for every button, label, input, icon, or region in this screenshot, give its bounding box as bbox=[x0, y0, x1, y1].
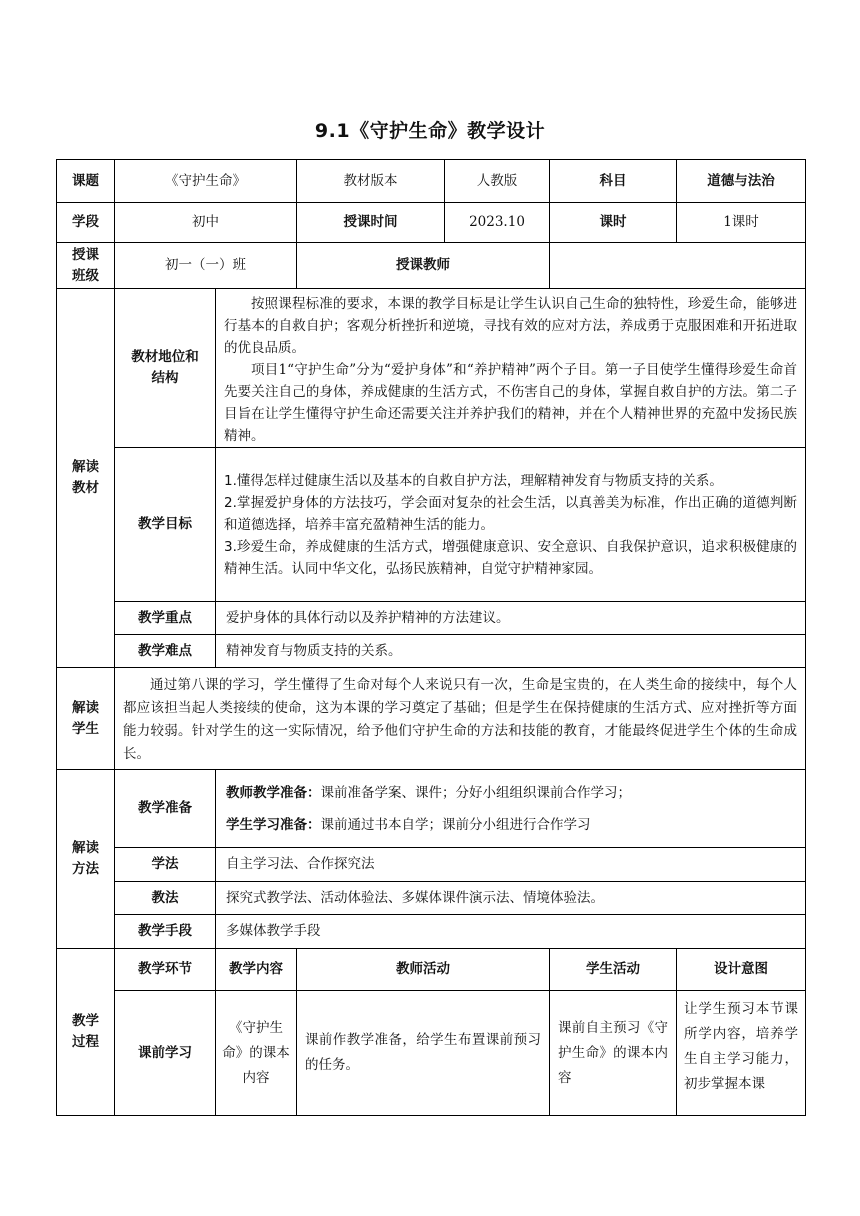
position-paragraph-1: 按照课程标准的要求，本课的教学目标是让学生认识自己生命的独特性，珍爱生命，能够进行基本的自救自护；客观分析挫折和逆境，寻找有效的应对方法，养成勇于克服困难和开拓进取的优良品质。 bbox=[224, 296, 797, 356]
key-value: 爱护身体的具体行动以及养护精神的方法建议。 bbox=[215, 601, 806, 635]
subject-label: 科目 bbox=[549, 159, 677, 203]
goal-3: 3.珍爱生命，养成健康的生活方式，增强健康意识、安全意识、自我保护意识，追求积极健康的精神生活。认同中华文化，弘扬民族精神，自觉守护精神家园。 bbox=[224, 539, 797, 577]
process-header-intent: 设计意图 bbox=[676, 948, 806, 991]
process-header-teacher: 教师活动 bbox=[296, 948, 550, 991]
section-process-line-1: 教学 bbox=[72, 1013, 99, 1029]
goals-text bbox=[215, 447, 806, 602]
position-text bbox=[215, 288, 806, 448]
class-label-line-2: 班级 bbox=[72, 267, 99, 284]
section-students-line-1: 解读 bbox=[72, 699, 99, 716]
key-label: 教学重点 bbox=[114, 601, 216, 635]
teacher-prep-value: 课前准备学案、课件；分好小组组织课前合作学习； bbox=[320, 784, 631, 801]
teacher-label: 授课教师 bbox=[296, 242, 550, 289]
hours-value: 1课时 bbox=[676, 202, 806, 243]
goal-2: 2.掌握爱护身体的方法技巧，学会面对复杂的社会生活，以真善美为标准，作出正确的道德判断和道德选择，培养丰富充盈精神生活的能力。 bbox=[224, 495, 797, 533]
subject-value: 道德与法治 bbox=[676, 159, 806, 203]
section-textbook-label bbox=[56, 288, 115, 668]
goals-label: 教学目标 bbox=[114, 447, 216, 602]
section-methods-label bbox=[56, 769, 115, 949]
teach-value: 探究式教学法、活动体验法、多媒体课件演示法、情境体验法。 bbox=[215, 881, 806, 915]
process-header-content: 教学内容 bbox=[215, 948, 297, 991]
class-label bbox=[56, 242, 115, 289]
section-methods-line-2: 方法 bbox=[72, 861, 99, 877]
prep-text bbox=[215, 769, 806, 848]
section-students-line-2: 学生 bbox=[72, 720, 99, 737]
class-value: 初一（一）班 bbox=[114, 242, 297, 289]
process-content: 《守护生命》的课本内容 bbox=[215, 990, 297, 1116]
goal-1: 1.懂得怎样过健康生活以及基本的自救自护方法，理解精神发育与物质支持的关系。 bbox=[224, 473, 723, 489]
student-prep-label: 学生学习准备： bbox=[226, 816, 321, 833]
process-header-student: 学生活动 bbox=[549, 948, 677, 991]
process-header-stage: 教学环节 bbox=[114, 948, 216, 991]
section-textbook-line-1: 解读 bbox=[72, 459, 99, 475]
students-paragraph: 通过第八课的学习，学生懂得了生命对每个人来说只有一次，生命是宝贵的，在人类生命的接续中，每个人都应该担当起人类接续的使命，这为本课的学习奠定了基础；但是学生在保持健康的生活方式、应对挫折等方面能力较弱。针对学生的这一实际情况，给予他们守护生命的方法和技能的教育，才能最终促进学生个体的生命成长。 bbox=[123, 677, 797, 762]
position-label bbox=[114, 288, 216, 448]
student-prep-line bbox=[226, 809, 591, 841]
process-student: 课前自主预习《守护生命》的课本内容 bbox=[549, 990, 677, 1116]
time-label: 授课时间 bbox=[296, 202, 445, 243]
position-label-line-2: 结构 bbox=[151, 370, 179, 386]
topic-value: 《守护生命》 bbox=[114, 159, 297, 203]
section-process-label bbox=[56, 948, 115, 1116]
edition-value: 人教版 bbox=[444, 159, 550, 203]
hours-label: 课时 bbox=[549, 202, 677, 243]
prep-label: 教学准备 bbox=[114, 769, 216, 848]
process-stage: 课前学习 bbox=[114, 990, 216, 1116]
section-textbook-line-2: 教材 bbox=[72, 480, 99, 496]
students-text bbox=[114, 667, 806, 770]
stage-label: 学段 bbox=[56, 202, 115, 243]
means-value: 多媒体教学手段 bbox=[215, 914, 806, 949]
learn-label: 学法 bbox=[114, 847, 216, 882]
edition-label: 教材版本 bbox=[296, 159, 445, 203]
section-methods-line-1: 解读 bbox=[72, 840, 99, 856]
section-process-line-2: 过程 bbox=[72, 1034, 99, 1050]
teacher-value bbox=[549, 242, 806, 289]
teach-label: 教法 bbox=[114, 881, 216, 915]
topic-label: 课题 bbox=[56, 159, 115, 203]
process-intent: 让学生预习本节课所学内容，培养学生自主学习能力，初步掌握本课 bbox=[676, 990, 806, 1116]
learn-value: 自主学习法、合作探究法 bbox=[215, 847, 806, 882]
section-students-label bbox=[56, 667, 115, 770]
difficult-value: 精神发育与物质支持的关系。 bbox=[215, 634, 806, 668]
stage-value: 初中 bbox=[114, 202, 297, 243]
process-teacher: 课前作教学准备，给学生布置课前预习的任务。 bbox=[296, 990, 550, 1116]
teacher-prep-line bbox=[226, 777, 631, 809]
teacher-prep-label: 教师教学准备： bbox=[226, 784, 321, 801]
student-prep-value: 课前通过书本自学；课前分小组进行合作学习 bbox=[320, 816, 591, 833]
class-label-line-1: 授课 bbox=[72, 246, 99, 263]
position-label-line-1: 教材地位和 bbox=[131, 349, 199, 365]
position-paragraph-2: 项目1“守护生命”分为“爱护身体”和“养护精神”两个子目。第一子目使学生懂得珍爱生命首先要关注自己的身体，养成健康的生活方式，不伤害自己的身体，掌握自救自护的方法。第二子目旨在让学生懂得守护生命还需要关注并养护我们的精神，并在个人精神世界的充盈中发扬民族精神。 bbox=[224, 362, 797, 444]
difficult-label: 教学难点 bbox=[114, 634, 216, 668]
means-label: 教学手段 bbox=[114, 914, 216, 949]
page-title: 9.1《守护生命》教学设计 bbox=[314, 120, 546, 142]
time-value: 2023.10 bbox=[444, 202, 550, 243]
